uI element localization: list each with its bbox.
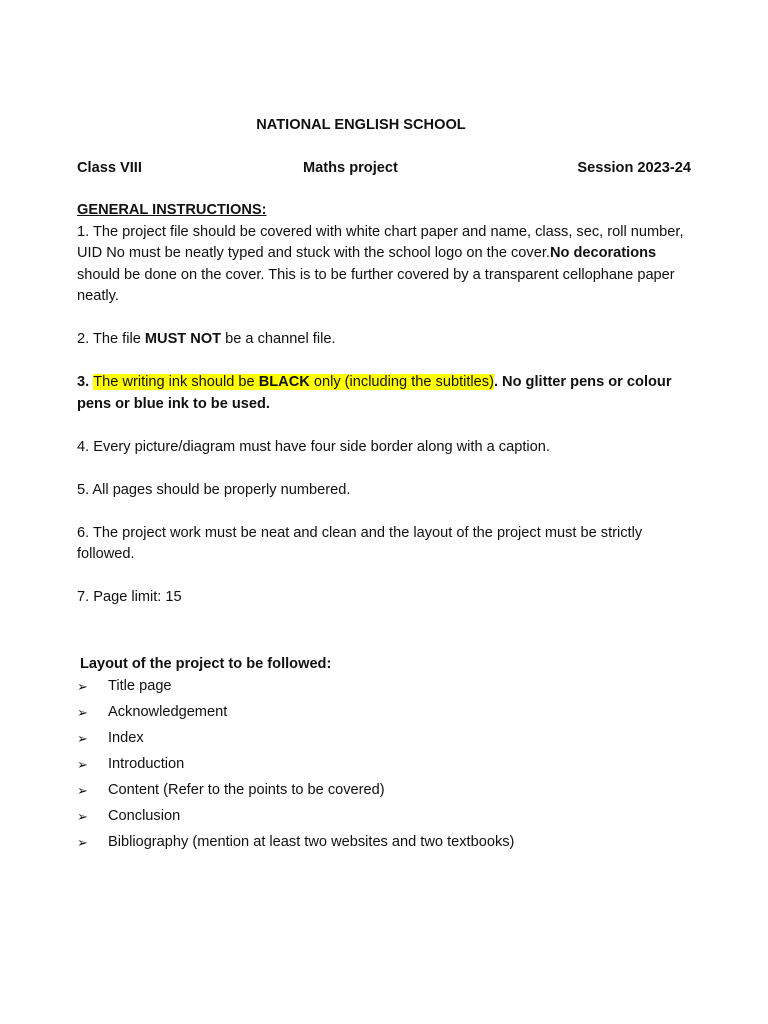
session-label: Session 2023-24 [577,160,691,176]
instruction-7: 7. Page limit: 15 [77,589,182,605]
list-item: ➢ Title page [77,676,697,702]
instruction-2: 2. The file MUST NOT be a channel file. [77,331,336,347]
arrow-bullet-icon: ➢ [77,756,88,772]
arrow-bullet-icon: ➢ [77,730,88,746]
arrow-bullet-icon: ➢ [77,704,88,720]
list-item: ➢ Acknowledgement [77,702,697,728]
layout-heading: Layout of the project to be followed: [80,656,332,672]
list-item: ➢ Index [77,728,697,754]
school-title: NATIONAL ENGLISH SCHOOL [256,117,466,133]
instruction-3: 3. The writing ink should be BLACK only (including the subtitles). No glitter pens or colour pens or blue ink to be used. [77,374,672,412]
instruction-5: 5. All pages should be properly numbered. [77,481,351,498]
instruction-6: 6. The project work must be neat and clean and the layout of the project must be strictly followed. [77,524,643,562]
arrow-bullet-icon: ➢ [77,834,88,850]
instruction-1: 1. The project file should be covered with white chart paper and name, class, sec, roll number, UID No must be neatly typed and stuck with the school logo on the cover.No decorations should be done on the cover. This is to be further covered by a transparent cellophane paper neatly. [77,223,684,304]
instructions-heading: GENERAL INSTRUCTIONS: [77,202,267,218]
list-item: ➢ Conclusion [77,806,697,832]
arrow-bullet-icon: ➢ [77,678,88,694]
list-item: ➢ Content (Refer to the points to be covered) [77,780,697,806]
project-label: Maths project [303,160,398,176]
list-item: ➢ Introduction [77,754,697,780]
layout-section [77,654,697,858]
highlighted-text: The writing ink should be BLACK only (including the subtitles) [93,374,494,390]
arrow-bullet-icon: ➢ [77,808,88,824]
instructions-section [77,200,697,630]
arrow-bullet-icon: ➢ [77,782,88,798]
class-label: Class VIII [77,160,142,176]
list-item: ➢ Bibliography (mention at least two websites and two textbooks) [77,832,697,858]
instruction-4: 4. Every picture/diagram must have four side border along with a caption. [77,438,550,455]
layout-list [77,676,697,858]
